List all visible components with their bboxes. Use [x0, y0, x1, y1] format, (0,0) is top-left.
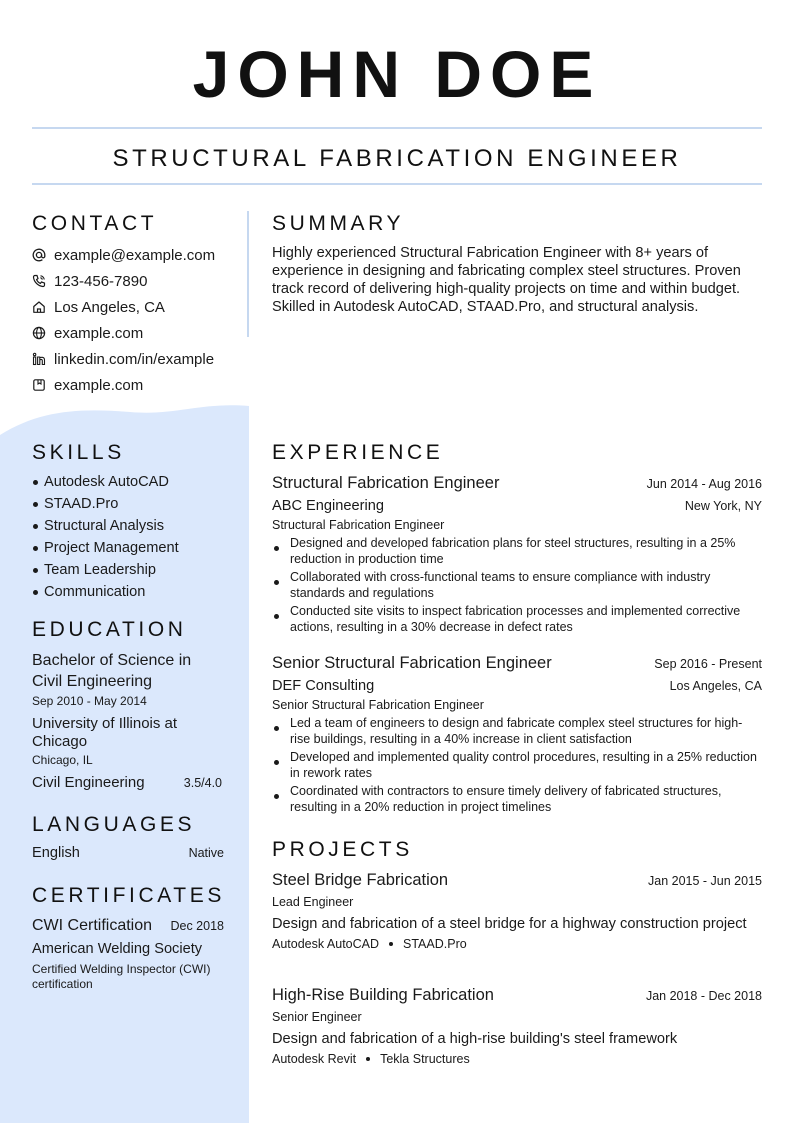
- project-tag: Tekla Structures: [380, 1052, 470, 1066]
- contact-portfolio-text: example.com: [54, 376, 144, 394]
- experience-location: New York, NY: [684, 499, 762, 513]
- linkedin-icon: [32, 352, 46, 366]
- project-tag: Autodesk Revit: [272, 1052, 357, 1066]
- bullet-icon: [33, 502, 38, 507]
- bullet-text: Coordinated with contractors to ensure timely delivery of fabricated structures, resulting in a 20% reduction in project timelines: [290, 784, 722, 814]
- project-description: Design and fabrication of a steel bridge for a highway construction project: [272, 916, 747, 932]
- project-role: Lead Engineer: [272, 895, 354, 909]
- education-heading: EDUCATION: [32, 618, 187, 641]
- bullet-icon: [389, 942, 393, 946]
- experience-dates: Sep 2016 - Present: [654, 657, 762, 671]
- education-field: Civil Engineering: [32, 774, 145, 791]
- experience-role: Senior Structural Fabrication Engineer: [272, 698, 484, 712]
- experience-title-row: [272, 472, 762, 494]
- bullet-item: [272, 784, 762, 815]
- bullet-icon: [33, 546, 38, 551]
- bullet-item: [272, 570, 762, 601]
- phone-icon: [32, 274, 46, 288]
- education-university: University of Illinois at Chicago: [32, 715, 178, 750]
- project-tags: [272, 937, 762, 951]
- contact-phone-text: 123-456-7890: [54, 272, 148, 290]
- language-name: English: [32, 845, 80, 861]
- certificate-name: CWI Certification: [32, 917, 153, 934]
- experience-company: ABC Engineering: [272, 498, 384, 514]
- skill-label: STAAD.Pro: [44, 496, 119, 512]
- contact-linkedin[interactable]: [32, 346, 242, 372]
- bullet-text: Developed and implemented quality control procedures, resulting in a 25% reduction in rework rates: [290, 750, 757, 780]
- education-location: Chicago, IL: [32, 753, 93, 767]
- globe-icon: [32, 326, 46, 340]
- experience-title-row: [272, 652, 762, 674]
- project-entry: [272, 984, 762, 1066]
- bullet-item: [272, 716, 762, 747]
- experience-heading: EXPERIENCE: [272, 441, 444, 464]
- experience-company-row: [272, 676, 762, 696]
- bullet-text: Designed and developed fabrication plans for steel structures, resulting in a 25% reduction in production time: [290, 536, 736, 566]
- contact-linkedin-text: linkedin.com/in/example: [54, 350, 215, 368]
- experience-dates: Jun 2014 - Aug 2016: [646, 477, 762, 491]
- contact-phone[interactable]: [32, 268, 242, 294]
- contact-email-text: example@example.com: [54, 246, 216, 264]
- column-divider: [247, 211, 249, 337]
- contact-heading: CONTACT: [32, 212, 158, 235]
- language-item: [32, 845, 224, 861]
- experience-role: Structural Fabrication Engineer: [272, 518, 445, 532]
- at-icon: [32, 248, 46, 262]
- summary-text: Highly experienced Structural Fabrication Engineer with 8+ years of experience in designing and fabricating complex steel structures. Proven track record of delivering high-quality projects on time and within budget. Skilled in Autodesk AutoCAD, STAAD.Pro, and structural analysis.: [272, 245, 741, 315]
- bullet-text: Led a team of engineers to design and fabricate complex steel structures for high-rise buildings, resulting in a 40% increase in client satisfaction: [290, 716, 743, 746]
- skills-heading: SKILLS: [32, 441, 125, 464]
- experience-entry: [272, 652, 762, 818]
- skill-item: [32, 493, 242, 515]
- bullet-icon: [274, 614, 279, 619]
- bullet-icon: [274, 760, 279, 765]
- certificates-heading: CERTIFICATES: [32, 884, 225, 907]
- skill-item: [32, 537, 242, 559]
- bullet-text: Conducted site visits to inspect fabrication processes and implemented corrective actions, resulting in a 30% decrease in defect rates: [290, 604, 741, 634]
- language-level: Native: [188, 846, 224, 860]
- education-entry: [32, 650, 222, 792]
- skill-item: [32, 559, 242, 581]
- bullet-item: [272, 536, 762, 567]
- project-title-row: [272, 984, 762, 1006]
- bullet-icon: [274, 794, 279, 799]
- contact-email[interactable]: [32, 242, 242, 268]
- skill-item: [32, 471, 242, 493]
- contact-list: [32, 242, 242, 398]
- skill-item: [32, 515, 242, 537]
- certificate-date: Dec 2018: [170, 919, 224, 933]
- certificate-description: Certified Welding Inspector (CWI) certification: [32, 962, 211, 991]
- experience-title: Senior Structural Fabrication Engineer: [272, 654, 552, 672]
- bullet-icon: [366, 1057, 370, 1061]
- projects-heading: PROJECTS: [272, 838, 413, 861]
- contact-location: [32, 294, 242, 320]
- project-entry: [272, 869, 762, 951]
- bullet-text: Collaborated with cross-functional teams to ensure compliance with industry standards and regulations: [290, 570, 711, 600]
- job-title: STRUCTURAL FABRICATION ENGINEER: [112, 145, 682, 172]
- bullet-item: [272, 604, 762, 635]
- certificate-row: [32, 916, 224, 936]
- bullet-icon: [33, 524, 38, 529]
- experience-company: DEF Consulting: [272, 678, 375, 694]
- education-degree: Bachelor of Science in Civil Engineering: [32, 652, 192, 690]
- experience-company-row: [272, 496, 762, 516]
- certificate-issuer: American Welding Society: [32, 941, 203, 957]
- project-description: Design and fabrication of a high-rise building's steel framework: [272, 1031, 678, 1047]
- skill-item: [32, 581, 242, 603]
- bullet-icon: [33, 480, 38, 485]
- bullet-item: [272, 750, 762, 781]
- education-gpa: 3.5/4.0: [183, 776, 222, 790]
- project-tag: Autodesk AutoCAD: [272, 937, 380, 951]
- contact-website[interactable]: [32, 320, 242, 346]
- contact-portfolio[interactable]: [32, 372, 242, 398]
- bullet-icon: [274, 726, 279, 731]
- header-top-rule: [32, 127, 762, 129]
- languages-heading: LANGUAGES: [32, 813, 196, 836]
- bullet-icon: [33, 568, 38, 573]
- bullet-icon: [274, 546, 279, 551]
- project-tags: [272, 1052, 762, 1066]
- certificate-item: [32, 916, 224, 992]
- project-title: High-Rise Building Fabrication: [272, 986, 494, 1004]
- portfolio-icon: [32, 378, 46, 392]
- project-title-row: [272, 869, 762, 891]
- experience-bullets: [272, 716, 762, 815]
- experience-entry: [272, 472, 762, 638]
- skill-label: Autodesk AutoCAD: [44, 474, 169, 490]
- candidate-name: JOHN DOE: [192, 37, 602, 111]
- header-bottom-rule: [32, 183, 762, 185]
- skill-label: Structural Analysis: [44, 518, 165, 534]
- contact-website-text: example.com: [54, 324, 144, 342]
- summary-heading: SUMMARY: [272, 212, 405, 235]
- project-dates: Jan 2018 - Dec 2018: [645, 989, 762, 1003]
- experience-title: Structural Fabrication Engineer: [272, 474, 500, 492]
- experience-bullets: [272, 536, 762, 635]
- education-dates: Sep 2010 - May 2014: [32, 694, 147, 708]
- skill-label: Team Leadership: [44, 562, 156, 578]
- education-field-row: [32, 774, 222, 792]
- contact-location-text: Los Angeles, CA: [54, 298, 165, 316]
- project-tag: STAAD.Pro: [403, 937, 467, 951]
- project-title: Steel Bridge Fabrication: [272, 871, 449, 889]
- bullet-icon: [274, 580, 279, 585]
- experience-location: Los Angeles, CA: [669, 679, 762, 693]
- skill-label: Project Management: [44, 540, 179, 556]
- project-role: Senior Engineer: [272, 1010, 362, 1024]
- skill-label: Communication: [44, 584, 146, 600]
- skills-list: [32, 471, 242, 603]
- bullet-icon: [33, 590, 38, 595]
- project-dates: Jan 2015 - Jun 2015: [648, 874, 762, 888]
- home-icon: [32, 300, 46, 314]
